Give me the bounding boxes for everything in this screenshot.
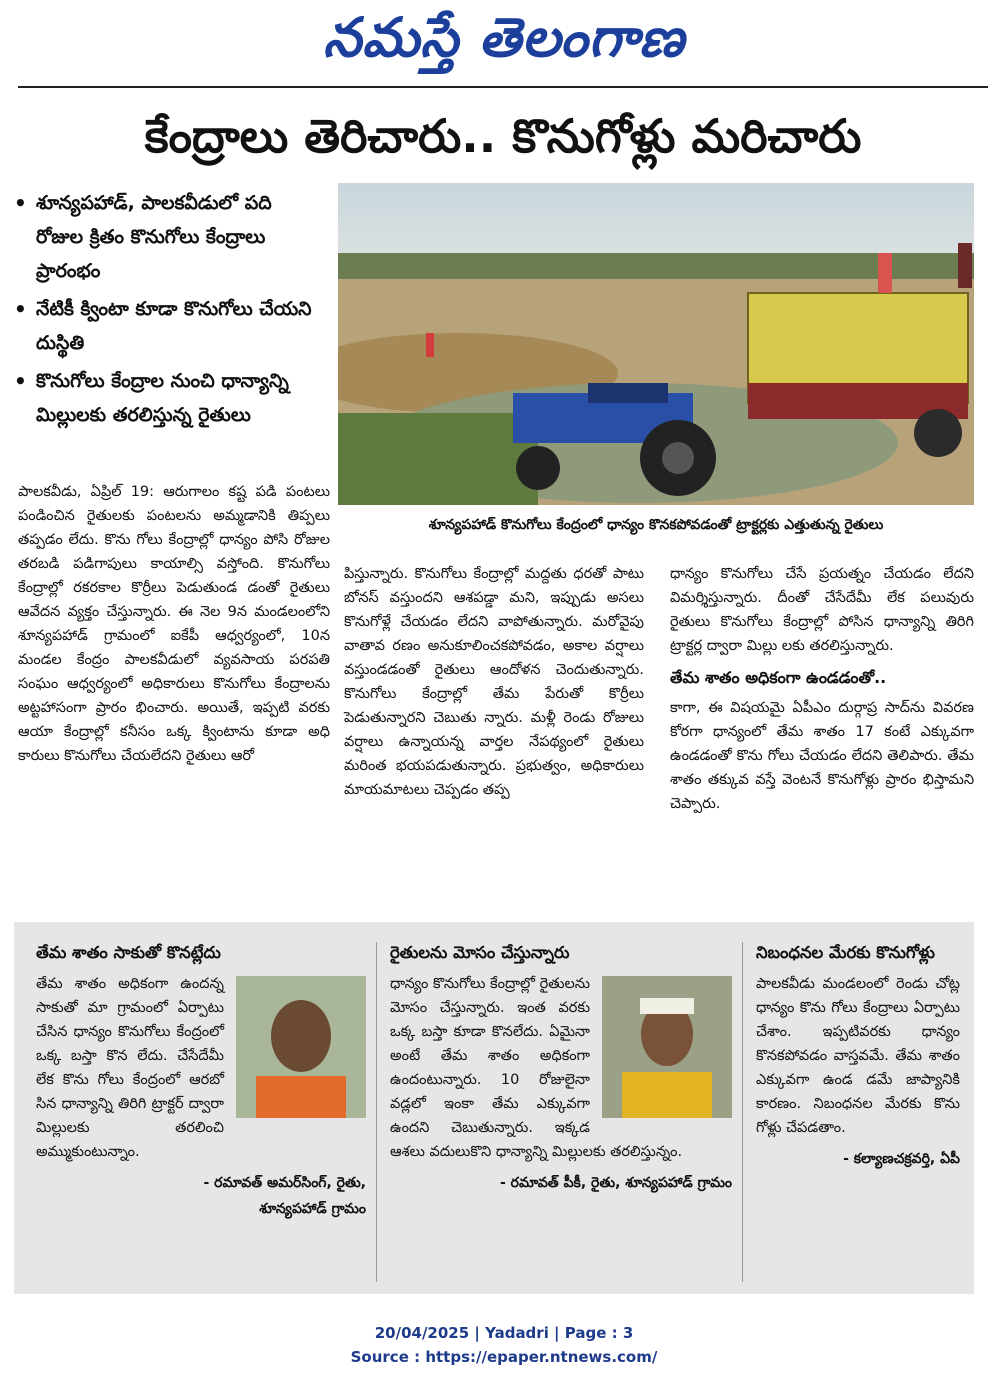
quotes-box: [14, 922, 974, 1294]
article-column-1: పాలకవీడు, ఏప్రిల్ 19: ఆరుగాలం కష్ట పడి పంటలు పండించిన రైతులకు పంటలను అమ్మడానికి తిప్పలు తప్పడం లేదు. కొను గోలు కేంద్రాల్లో ధాన్యం పోసి రోజుల తరబడి పడిగాపులు కాయాల్సి వస్తోంది. కొనుగోలు కేంద్రాల్లో రకరకాల కొర్రీలు పెడుతుండ డంతో రైతులు ఆవేదన వ్యక్తం చేస్తున్నారు. ఈ నెల 9న మండలంలోని శూన్యపహాడ్ గ్రామంలో ఐకేపీ ఆధ్వర్యంలో, 10న మండల కేంద్రం పాలకవీడులో వ్యవసాయ పరపతి సంఘం ఆధ్వర్యంలో అధికారులు కొనుగోలు కేంద్రాలను అట్టహాసంగా ప్రారం భించారు. అయితే, ఇప్పటి వరకు ఆయా కేంద్రాల్లో కనీసం ఒక్క క్వింటాను కూడా అధి కారులు కొనుగోలు చేయలేదని రైతులు ఆరో: [18, 484, 330, 764]
quote-1-text: తేమ శాతం అధికంగా ఉందన్న సాకుతో మా గ్రామంలో ఏర్పాటు చేసిన ధాన్యం కొనుగోలు కేంద్రంలో ఒక్క బస్తా కొన లేదు. చేసేదేమీ లేక కొను గోలు కేంద్రంలో ఆరబో సిన ధాన్యాన్ని తిరిగి ట్రాక్టర్ ద్వారా మిల్లులకు తరలించి అమ్ముకుంటున్నాం.: [36, 976, 224, 1160]
bullet-text: నేటికీ క్వింటా కూడా కొనుగోలు చేయని దుస్థితి: [36, 298, 312, 354]
photo-caption: శూన్యపహాడ్ కొనుగోలు కేంద్రంలో ధాన్యం కొనకపోవడంతో ట్రాక్టర్లకు ఎత్తుతున్న రైతులు: [428, 517, 884, 533]
quote-2-title: రైతులను మోసం చేస్తున్నారు: [390, 943, 570, 962]
column-divider: [376, 942, 377, 1282]
quote-3-title: నిబంధనల మేరకు కొనుగోళ్లు: [756, 943, 935, 962]
quote-1-signature: - రమావత్ అమర్‌సింగ్, రైతు,: [203, 1175, 366, 1191]
article-subhead: తేమ శాతం అధికంగా ఉండడంతో..: [670, 668, 887, 687]
article-column-3-continued: కాగా, ఈ విషయమై ఏపీఎం దుర్గాప్ర సాద్‌ను వివరణ కోరగా ధాన్యంలో తేమ శాతం 17 కంటే ఎక్కువగా ఉండడంతో కొను గోలు చేయడం లేదని తెలిపారు. తేమ శాతం తక్కువ వస్తే వెంటనే కొనుగోళ్లు ప్రారం భిస్తామని చెప్పారు.: [670, 700, 974, 812]
column-divider: [742, 942, 743, 1282]
headline: కేంద్రాలు తెరిచారు.. కొనుగోళ్లు మరిచారు: [144, 109, 862, 163]
farmer-portrait-2: [602, 976, 732, 1118]
article-column-3: [670, 562, 974, 816]
quote-2-text: ధాన్యం కొనుగోలు కేంద్రాల్లో రైతులను మోసం చేస్తున్నారు. ఇంత వరకు ఒక్క బస్తా కూడా కొనలేదు. ఏమైనా అంటే తేమ శాతం అధికంగా ఉందంటున్నారు. 10 రోజులైనా వడ్లలో ఇంకా తేమ ఎక్కువగా ఉందని చెబుతున్నారు. ఇక్కడ ఆశలు వదులుకొని ధాన్యాన్ని మిల్లులకు తరలిస్తున్నం.: [390, 976, 683, 1160]
bullet-dot-icon: •: [14, 297, 27, 321]
bullet-dot-icon: •: [14, 369, 27, 393]
quote-3-text: పాలకవీడు మండలంలో రెండు చోట్ల ధాన్యం కొను గోలు కేంద్రాలు ఏర్పాటు చేశాం. ఇప్పటివరకు ధాన్యం కొనకపోవడం వాస్తవమే. తేమ శాతం ఎక్కువగా ఉండ డమే జాప్యానికి కారణం. నిబంధనల మేరకు కొను గోళ్లు చేపడతాం.: [756, 976, 960, 1136]
farmer-portrait-1: [236, 976, 366, 1118]
quote-3: [756, 940, 960, 1172]
masthead-title: నమస్తే తెలంగాణ: [323, 6, 685, 69]
bullet-item: [14, 186, 324, 288]
bullet-text: కొనుగోలు కేంద్రాల నుంచి ధాన్యాన్ని మిల్లులకు తరలిస్తున్న రైతులు: [36, 370, 289, 426]
quote-1: [36, 940, 366, 1222]
tractor-field-image: [338, 183, 974, 505]
masthead: [0, 0, 1008, 84]
bullet-item: [14, 292, 324, 360]
top-rule: [18, 86, 988, 88]
quote-3-signature: - కల్యాణచక్రవర్తి, ఏపీ: [843, 1151, 960, 1167]
bullet-dot-icon: •: [14, 191, 27, 215]
quote-1-village: శూన్యపహాడ్ గ్రామం: [259, 1201, 366, 1217]
quote-2-signature: - రమావత్ పీకీ, రైతు, శూన్యపహాడ్ గ్రామం: [500, 1175, 732, 1191]
article-column-2: పిస్తున్నారు. కొనుగోలు కేంద్రాల్లో మద్దతు ధరతో పాటు బోనస్ వస్తుందని ఆశపడ్డా మని, ఇప్పుడు అసలు కొనుగోళ్లే చేయడం లేదని వాపోతున్నారు. మరోవైపు వాతావ రణం అనుకూలించకపోవడం, అకాల వర్షాలు వస్తుండడంతో రైతులు ఆందోళన చెందుతున్నారు. కొనుగోలు కేంద్రాల్లో తేమ పేరుతో కొర్రీలు పెడుతున్నారని చెబుతు న్నారు. మళ్లీ రెండు రోజులు వర్షాలు ఉన్నాయన్న వార్తల నేపథ్యంలో రైతులు మరింత భయపడుతున్నారు. ప్రభుత్వం, అధికారులు మాయమాటలు చెప్పడం తప్ప: [344, 566, 644, 798]
bullet-list: [14, 186, 324, 436]
quote-1-title: తేమ శాతం సాకుతో కొనట్లేదు: [36, 943, 221, 962]
main-photo: [338, 183, 974, 505]
bullet-text: శూన్యపహాడ్, పాలకవీడులో పది రోజుల క్రితం కొనుగోలు కేంద్రాలు ప్రారంభం: [36, 192, 272, 282]
bullet-item: [14, 364, 324, 432]
quote-2: [390, 940, 732, 1196]
footer-date-line: 20/04/2025 | Yadadri | Page : 3: [374, 1324, 634, 1342]
article-column-3-text: ధాన్యం కొనుగోలు చేసే ప్రయత్నం చేయడం లేదని విమర్శిస్తున్నారు. దీంతో చేసేదేమీ లేక పలువురు రైతులు కొనుగోలు కేంద్రాల్లో పోసిన ధాన్యాన్ని తిరిగి ట్రాక్టర్ల ద్వారా మిల్లు లకు తరలిస్తున్నారు.: [670, 566, 974, 654]
footer-source-line: Source : https://epaper.ntnews.com/: [350, 1348, 658, 1366]
